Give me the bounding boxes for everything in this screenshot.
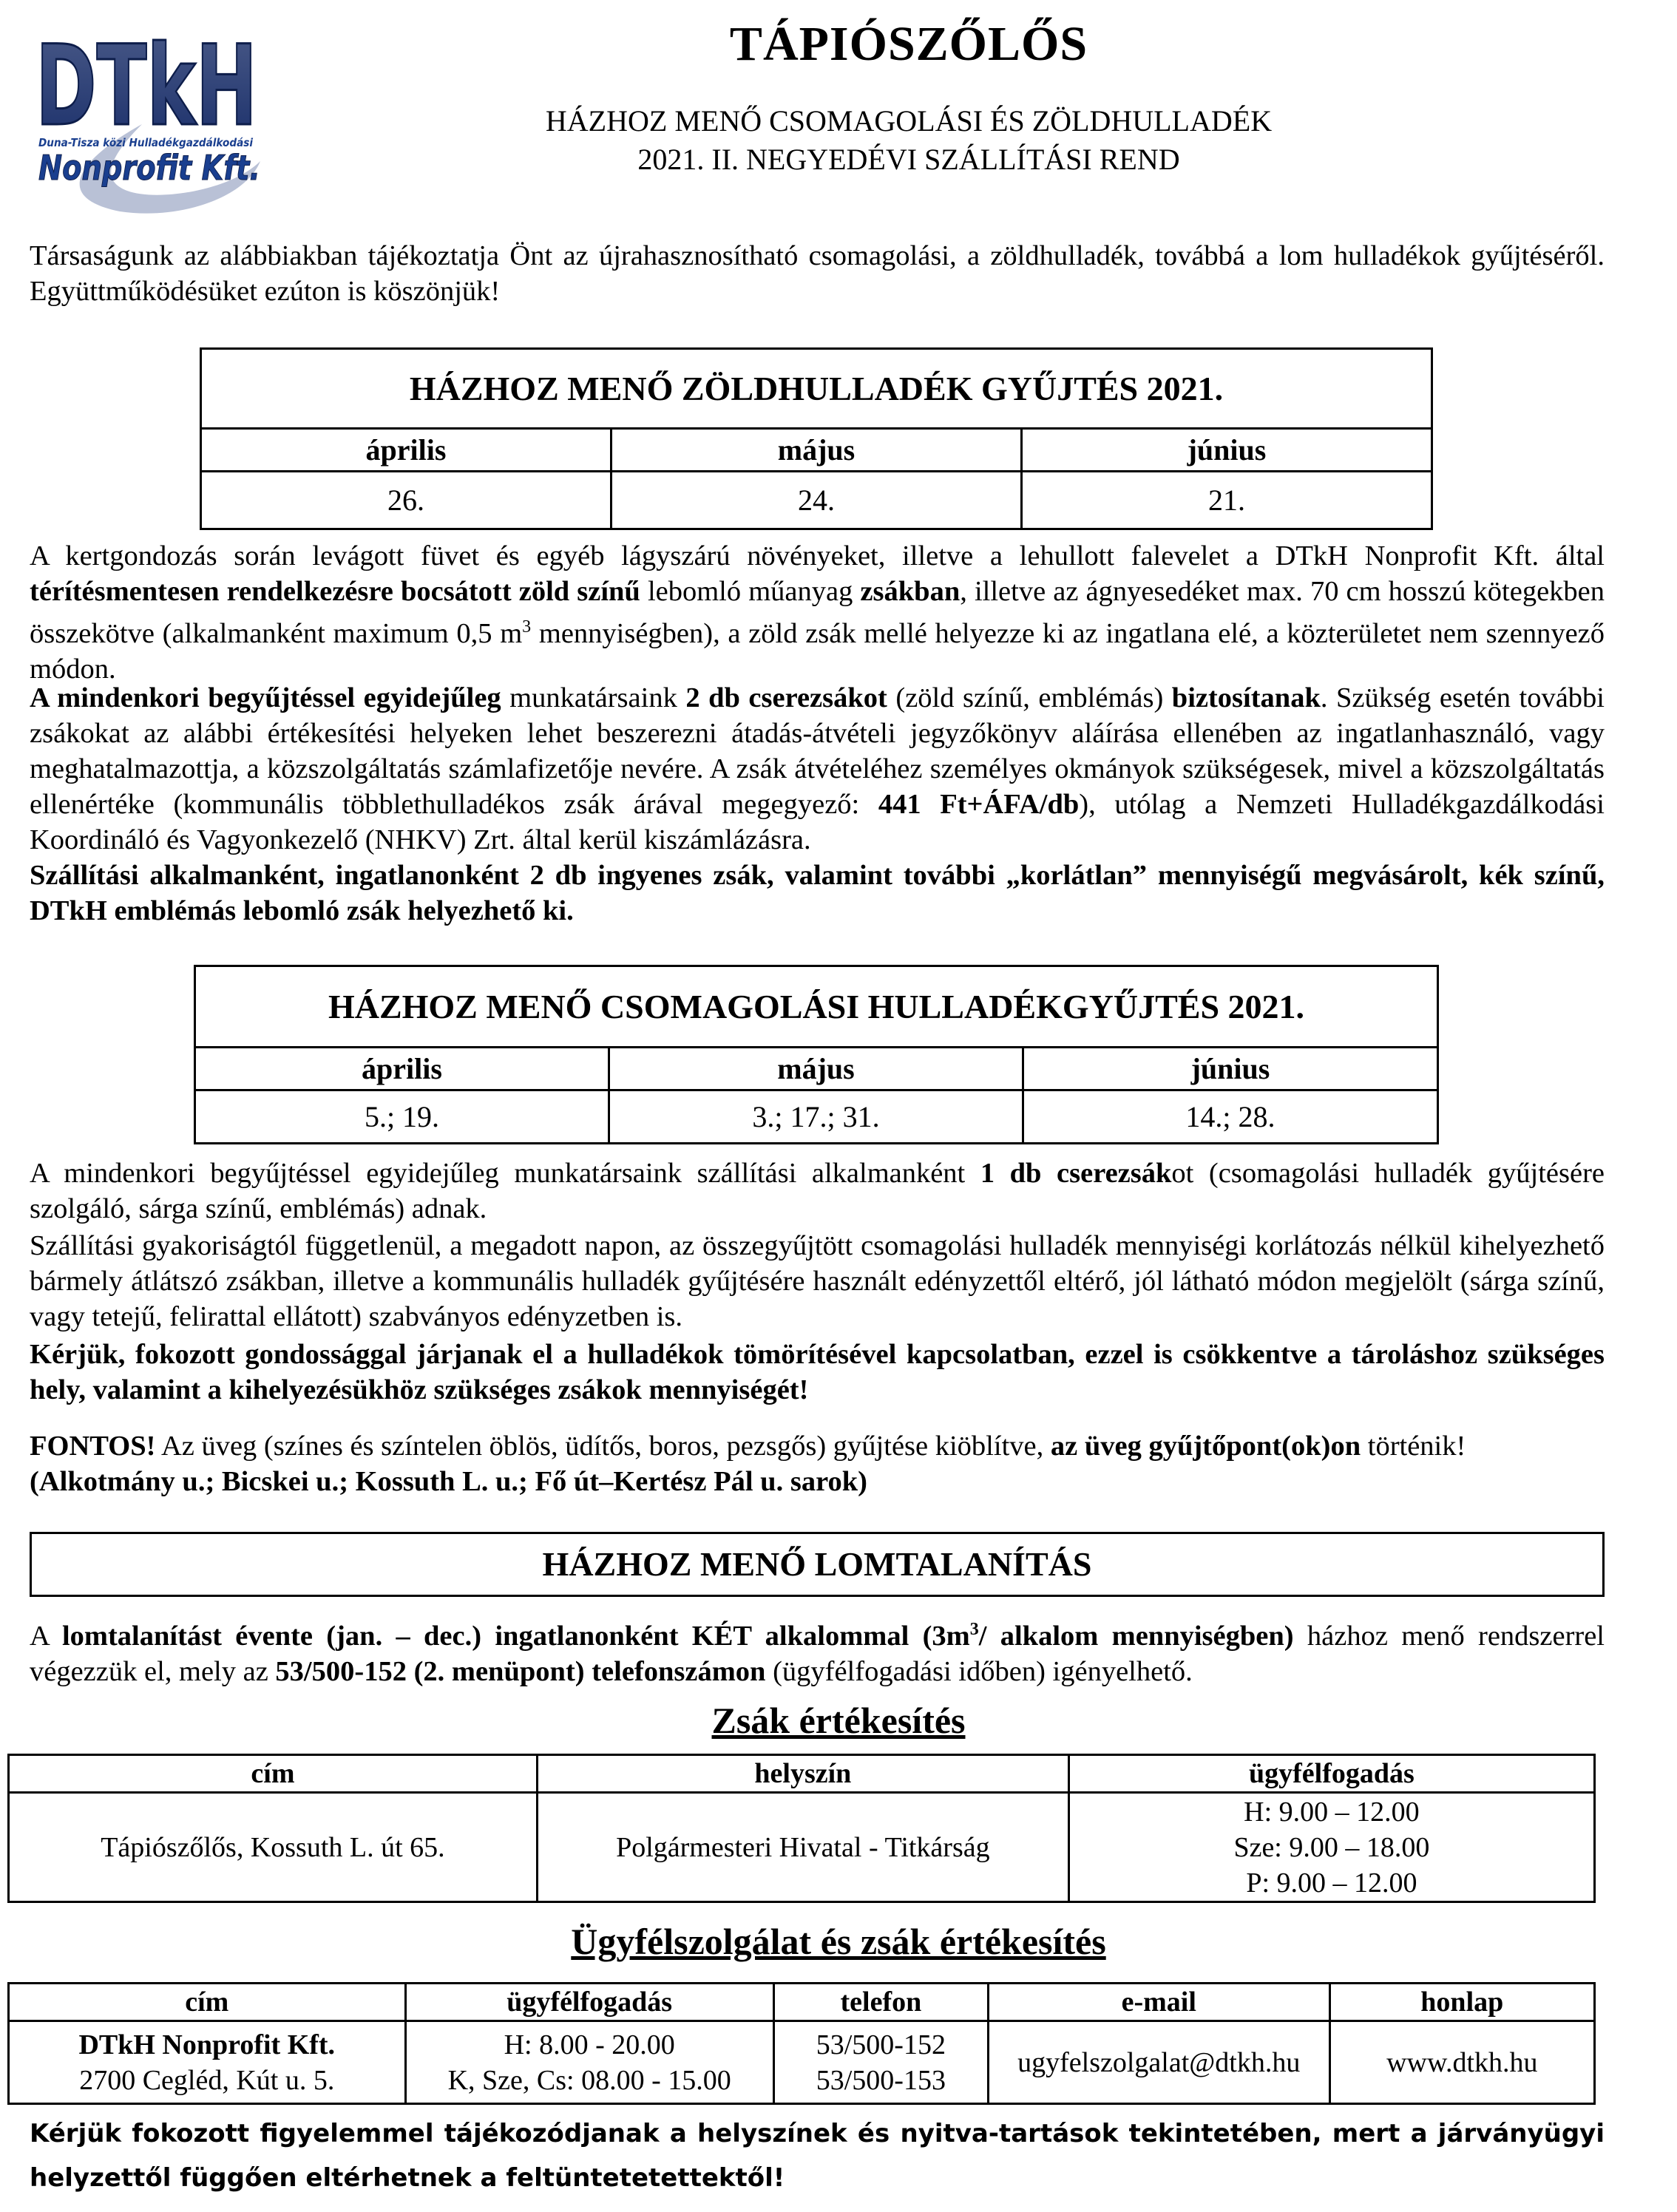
packaging-paragraph-3: Kérjük, fokozott gondossággal járjanak el a hulladékok tömörítésével kapcsolatban, ezzel is csökkentve a tároláshoz szükséges hely, valamint a kihelyezésükhöz szükséges zsákok mennyiségét!	[30, 1339, 1605, 1405]
service-header-web: honlap	[1329, 1984, 1594, 2021]
green-month-may: május	[611, 429, 1022, 472]
sales-header-hours: ügyfélfogadás	[1068, 1755, 1594, 1793]
green-paragraph-2: A mindenkori begyűjtéssel egyidejűleg munkatársaink 2 db cserezsákot (zöld színű, emblémás) biztosítanak. Szükség esetén további zsákokat az alábbi értékesítési helyeken lehet beszerezni átadás-átvételi jegyzőkönyv aláírása ellenében az ingatlanhasználó, vagy meghatalmazottja, a közszolgáltatás számlafizetője nevére. A zsák átvételéhez személyes okmányok szükségesek, mivel a közszolgáltatás ellenértéke (kommunális többlethulladékos zsák árával megegyező: 441 Ft+ÁFA/db), utólag a Nemzeti Hulladékgazdálkodási Koordináló és Vagyonkezelő (NHKV) Zrt. által kerül kiszámlázásra.	[30, 682, 1605, 855]
green-waste-schedule-table	[200, 347, 1433, 530]
packaging-schedule-table	[194, 965, 1439, 1144]
svg-text:DTkH: DTkH	[35, 22, 257, 151]
packaging-paragraph-1: A mindenkori begyűjtéssel egyidejűleg munkatársaink szállítási alkalmanként 1 db cserezsákot (csomagolási hulladék gyűjtésére szolgáló, sárga színű, emblémás) adnak.	[30, 1158, 1605, 1224]
service-heading: Ügyfélszolgálat és zsák értékesítés	[571, 1921, 1106, 1962]
packaging-title: HÁZHOZ MENŐ CSOMAGOLÁSI HULLADÉKGYŰJTÉS 2021.	[195, 966, 1438, 1048]
footer-notice: Kérjük fokozott figyelemmel tájékozódjanak a helyszínek és nyitva-tartások tekintetében, mert a járványügyi helyzettől függően eltérhetnek a feltüntetetettektől!	[30, 2119, 1605, 2193]
page-subtitle-2: 2021. II. NEGYEDÉVI SZÁLLÍTÁSI REND	[637, 143, 1180, 176]
packaging-paragraph-2: Szállítási gyakoriságtól függetlenül, a megadott napon, az összegyűjtött csomagolási hulladék mennyiségi korlátozás nélkül kihelyezhető bármely átlátszó zsákban, illetve a kommunális hulladék gyűjtésére használt edényzettől eltérő, jól látható módon megjelölt (sárga színű, vagy tetejű, felirattal ellátott) szabványos edényzetben is.	[30, 1230, 1605, 1332]
green-paragraph-3: Szállítási alkalmanként, ingatlanonként 2 db ingyenes zsák, valamint további „korlátlan” mennyiségű megvásárolt, kék színű, DTkH emblémás lebomló zsák helyezhető ki.	[30, 860, 1605, 926]
packaging-month-april: április	[195, 1048, 609, 1090]
service-table	[7, 1982, 1596, 2105]
sales-header-place: helyszín	[537, 1755, 1068, 1793]
svg-text:Duna-Tisza közi Hulladékgazdál: Duna-Tisza közi Hulladékgazdálkodási	[38, 136, 254, 149]
service-header-phone: telefon	[773, 1984, 988, 2021]
service-address: DTkH Nonprofit Kft. 2700 Cegléd, Kút u. 5.	[9, 2021, 406, 2104]
service-header-email: e-mail	[988, 1984, 1329, 2021]
svg-text:Nonprofit Kft.: Nonprofit Kft.	[38, 148, 260, 188]
service-header-hours: ügyfélfogadás	[405, 1984, 773, 2021]
service-website[interactable]: www.dtkh.hu	[1329, 2021, 1594, 2104]
sales-header-address: cím	[9, 1755, 538, 1793]
bulky-waste-paragraph: A lomtalanítást évente (jan. – dec.) ingatlanonként KÉT alkalommal ($3m^3/$ alkalom mennyiségben) házhoz menő rendszerrel végezzük el, mely az 53/500-152 (2. menüpont) telefonszámon (ügyfélfogadási időben) igényelhető.	[30, 1620, 1605, 1687]
sales-table	[7, 1754, 1596, 1903]
sales-hours: H: 9.00 – 12.00 Sze: 9.00 – 18.00 P: 9.00 – 12.00	[1068, 1793, 1594, 1902]
green-date-april: 26.	[201, 472, 611, 529]
sales-heading: Zsák értékesítés	[711, 1700, 966, 1741]
packaging-date-june: 14.; 28.	[1023, 1090, 1437, 1144]
service-email[interactable]: ugyfelszolgalat@dtkh.hu	[988, 2021, 1329, 2104]
green-date-may: 24.	[611, 472, 1022, 529]
service-phones: 53/500-152 53/500-153	[773, 2021, 988, 2104]
green-date-june: 21.	[1021, 472, 1432, 529]
sales-place: Polgármesteri Hivatal - Titkárság	[537, 1793, 1068, 1902]
green-month-june: június	[1021, 429, 1432, 472]
intro-paragraph: Társaságunk az alábbiakban tájékoztatja Önt az újrahasznosítható csomagolási, a zöldhulladék, továbbá a lom hulladékok gyűjtéséről. Együttműködésüket ezúton is köszönjük!	[30, 240, 1605, 307]
bulky-waste-title: HÁZHOZ MENŐ LOMTALANÍTÁS	[30, 1532, 1605, 1597]
page-subtitle-1: HÁZHOZ MENŐ CSOMAGOLÁSI ÉS ZÖLDHULLADÉK	[545, 104, 1273, 138]
packaging-date-april: 5.; 19.	[195, 1090, 609, 1144]
green-month-april: április	[201, 429, 611, 472]
service-hours: H: 8.00 - 20.00 K, Sze, Cs: 08.00 - 15.00	[405, 2021, 773, 2104]
page-title: TÁPIÓSZŐLŐS	[729, 17, 1088, 71]
packaging-date-may: 3.; 17.; 31.	[609, 1090, 1023, 1144]
green-paragraph-1: A kertgondozás során levágott füvet és egyéb lágyszárú növényeket, illetve a lehullott falevelet a DTkH Nonprofit Kft. által térítésmentesen rendelkezésre bocsátott zöld színű lebomló műanyag zsákban, illetve az ágnyesedéket max. 70 cm hosszú kötegekben összekötve (alkalmanként maximum 0,5 $m^3$ mennyiségben), a zöld zsák mellé helyezze ki az ingatlana elé, a közterületet nem szennyező módon.	[30, 540, 1605, 685]
service-header-address: cím	[9, 1984, 406, 2021]
sales-address: Tápiószőlős, Kossuth L. út 65.	[9, 1793, 538, 1902]
packaging-month-may: május	[609, 1048, 1023, 1090]
glass-notice: FONTOS! Az üveg (színes és színtelen öblös, üdítős, boros, pezsgős) gyűjtése kiöblítve, az üveg gyűjtőpont(ok)on történik! (Alkotmány u.; Bicskei u.; Kossuth L. u.; Fő út–Kertész Pál u. sarok)	[30, 1431, 1466, 1497]
packaging-month-june: június	[1023, 1048, 1437, 1090]
green-waste-title: HÁZHOZ MENŐ ZÖLDHULLADÉK GYŰJTÉS 2021.	[201, 349, 1432, 429]
